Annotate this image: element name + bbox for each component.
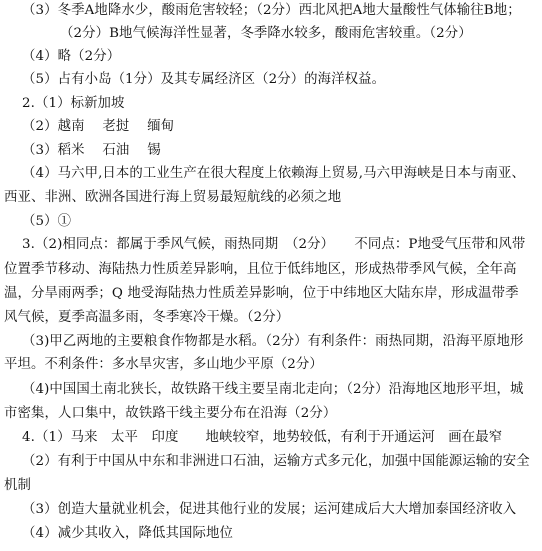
text-line-13: 温，分旱雨两季；Q 地受海陆热力性质差异影响，位于中纬地区大陆东岸，形成温带季 — [4, 286, 519, 301]
text-line-18: 市密集，人口集中，故铁路干线主要分布在沿海（2分） — [4, 406, 337, 421]
text-line-1: （3）冬季A地降水少，酸雨危害较轻；（2分）西北风把A地大量酸性气体输往B地； — [22, 3, 521, 18]
text-line-14: 风气候，夏季高温多雨，冬季寒冷干燥。（2分） — [4, 310, 290, 325]
text-line-20: （2）有利于中国从中东和非洲进口石油，运输方式多元化，加强中国能源运输的安全 — [22, 454, 530, 469]
text-line-4: （5）占有小岛（1分）及其专属经济区（2分）的海洋权益。 — [22, 72, 386, 87]
text-line-5: 2.（1）标新加坡 — [22, 96, 125, 111]
text-line-19: 4.（1）马来 太平 印度 地峡较窄，地势较低，有利于开通运河 画在最窄 — [22, 430, 503, 445]
text-line-11: 3.（2)相同点：都属于季风气候，雨热同期 （2分） 不同点：P地受气压带和风带 — [22, 237, 526, 252]
text-line-12: 位置季节移动、海陆热力性质差异影响，且位于低纬地区，形成热带季风气候，全年高 — [4, 262, 517, 277]
text-line-23: （4）减少其收入，降低其国际地位 — [22, 526, 233, 541]
text-line-21: 机制 — [4, 478, 31, 493]
text-line-10: （5）① — [22, 214, 72, 229]
text-line-6: （2）越南 老挝 缅甸 — [22, 119, 175, 134]
text-line-7: （3）稻米 石油 锡 — [22, 143, 161, 158]
text-line-3: （4）略（2分） — [22, 49, 121, 64]
text-line-22: （3）创造大量就业机会，促进其他行业的发展；运河建成后大大增加泰国经济收入 — [22, 502, 517, 517]
text-line-15: （3)甲乙两地的主要粮食作物都是水稻。（2分）有利条件：雨热同期，沿海平原地形 — [22, 334, 524, 349]
text-line-17: （4)中国国土南北狭长，故铁路干线主要呈南北走向；（2分）沿海地区地形平坦，城 — [22, 382, 524, 397]
text-line-2: （2分）B地气候海洋性显著，冬季降水较多，酸雨危害较重。（2分） — [60, 26, 472, 41]
text-line-9: 西亚、非洲、欧洲各国进行海上贸易最短航线的必须之地 — [4, 190, 342, 205]
text-line-16: 平坦。不利条件：多水旱灾害，多山地少平原（2分） — [4, 357, 323, 372]
text-line-8: （4）马六甲,日本的工业生产在很大程度上依赖海上贸易,马六甲海峡是日本与南亚、 — [22, 166, 525, 181]
